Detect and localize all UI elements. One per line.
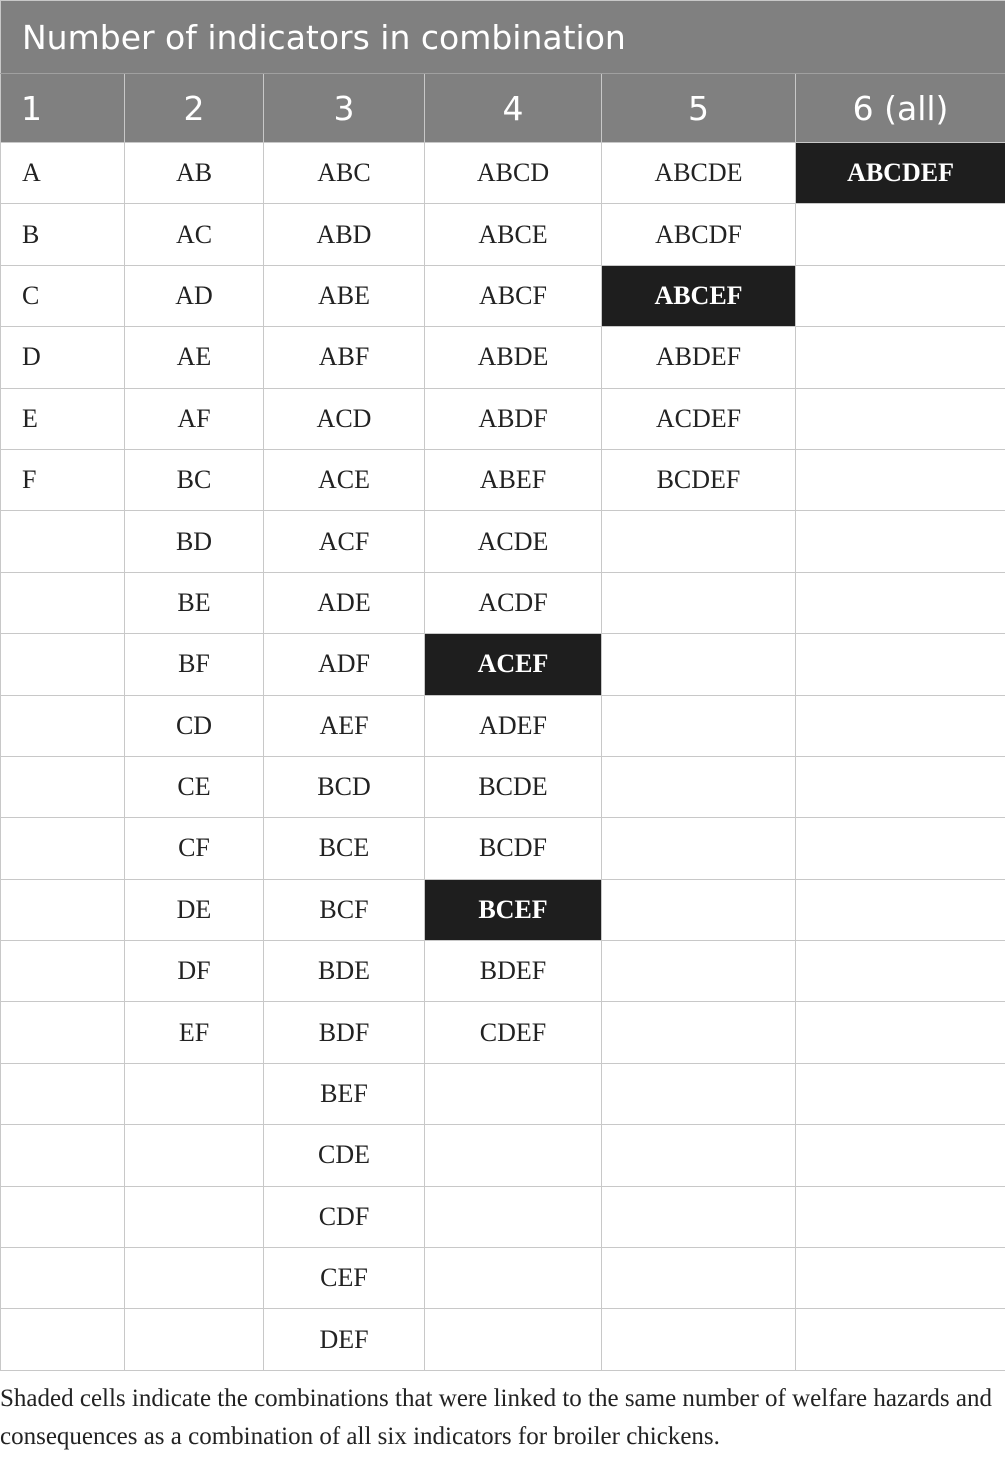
table-cell: F [1, 449, 125, 510]
table-cell: CDEF [425, 1002, 602, 1063]
table-cell: A [1, 143, 125, 204]
table-cell: CDE [264, 1125, 425, 1186]
table-cell: ABCE [425, 204, 602, 265]
table-cell: AD [125, 265, 264, 326]
table-row [1, 511, 1005, 572]
table-cell: DEF [264, 1309, 425, 1370]
table-cell: ABC [264, 143, 425, 204]
table-cell: ABE [264, 265, 425, 326]
table-cell [796, 818, 1005, 879]
table-cell [796, 1248, 1005, 1309]
column-header-3: 3 [264, 74, 425, 143]
table-row [1, 1248, 1005, 1309]
table-cell [602, 695, 796, 756]
table-cell: DE [125, 879, 264, 940]
table-cell: ABD [264, 204, 425, 265]
table-cell [796, 1063, 1005, 1124]
table-row [1, 1309, 1005, 1370]
table-row [1, 265, 1005, 326]
table-cell: BCD [264, 756, 425, 817]
table-cell: ABCDE [602, 143, 796, 204]
table-cell [602, 1309, 796, 1370]
table-cell: BCDEF [602, 449, 796, 510]
table-cell [602, 879, 796, 940]
table-cell: ABDE [425, 327, 602, 388]
table-cell [1, 1063, 125, 1124]
table-cell [796, 511, 1005, 572]
table-cell: D [1, 327, 125, 388]
table-cell [125, 1063, 264, 1124]
table-cell: ABEF [425, 449, 602, 510]
column-header-2: 2 [125, 74, 264, 143]
table-cell [796, 695, 1005, 756]
table-cell: C [1, 265, 125, 326]
table-cell [602, 634, 796, 695]
table-cell: ACDE [425, 511, 602, 572]
table-cell: BF [125, 634, 264, 695]
table-cell: ADEF [425, 695, 602, 756]
table-cell: CEF [264, 1248, 425, 1309]
table-cell: EF [125, 1002, 264, 1063]
table-cell [1, 1309, 125, 1370]
table-cell [796, 327, 1005, 388]
column-header-4: 4 [425, 74, 602, 143]
table-row [1, 1186, 1005, 1247]
table-cell [602, 1002, 796, 1063]
table-cell [796, 756, 1005, 817]
table-row [1, 634, 1005, 695]
table-body [1, 143, 1005, 1371]
table-cell [1, 941, 125, 1002]
header-row [1, 74, 1005, 143]
table-cell [796, 265, 1005, 326]
table-cell [1, 879, 125, 940]
table-row [1, 388, 1005, 449]
table-cell: AEF [264, 695, 425, 756]
table-row [1, 756, 1005, 817]
table-cell [1, 818, 125, 879]
table-row [1, 695, 1005, 756]
table-cell [125, 1248, 264, 1309]
title-row [1, 1, 1005, 74]
table-cell: BDF [264, 1002, 425, 1063]
shaded-cell: ABCDEF [796, 143, 1005, 204]
shaded-cell: BCEF [425, 879, 602, 940]
table-row [1, 449, 1005, 510]
table-cell [602, 511, 796, 572]
table-row [1, 1125, 1005, 1186]
table-cell: BCDE [425, 756, 602, 817]
table-cell [796, 449, 1005, 510]
table-cell [1, 1002, 125, 1063]
table-row [1, 204, 1005, 265]
table-row [1, 143, 1005, 204]
table-cell [602, 1125, 796, 1186]
table-cell: ABCF [425, 265, 602, 326]
column-header-1: 1 [1, 74, 125, 143]
table-cell: BD [125, 511, 264, 572]
table-cell: AE [125, 327, 264, 388]
table-cell [602, 1063, 796, 1124]
table-cell [796, 1309, 1005, 1370]
table-cell: E [1, 388, 125, 449]
table-cell: ABCD [425, 143, 602, 204]
table-cell: DF [125, 941, 264, 1002]
table-cell: ABF [264, 327, 425, 388]
table-cell: CE [125, 756, 264, 817]
table-cell [796, 879, 1005, 940]
table-cell [602, 1248, 796, 1309]
table-cell [1, 511, 125, 572]
table-cell: AB [125, 143, 264, 204]
table-cell: CD [125, 695, 264, 756]
table-cell [1, 756, 125, 817]
table-cell [796, 941, 1005, 1002]
column-header-6: 6 (all) [796, 74, 1005, 143]
table-cell [425, 1063, 602, 1124]
table-cell: CDF [264, 1186, 425, 1247]
table-cell [602, 941, 796, 1002]
table-cell [125, 1309, 264, 1370]
table-cell [796, 388, 1005, 449]
table-cell [1, 1248, 125, 1309]
table-cell [796, 1002, 1005, 1063]
table-cell: BDE [264, 941, 425, 1002]
table-cell [1, 1186, 125, 1247]
table-cell [602, 756, 796, 817]
table-cell: ADF [264, 634, 425, 695]
table-row [1, 818, 1005, 879]
table-cell [796, 204, 1005, 265]
table-cell: ABCDF [602, 204, 796, 265]
table-cell: ABDEF [602, 327, 796, 388]
table-cell [125, 1186, 264, 1247]
column-header-5: 5 [602, 74, 796, 143]
table-cell: ABDF [425, 388, 602, 449]
table-cell: BC [125, 449, 264, 510]
table-cell: ACF [264, 511, 425, 572]
shaded-cell: ABCEF [602, 265, 796, 326]
table-cell [602, 818, 796, 879]
table-cell [1, 572, 125, 633]
table-cell: B [1, 204, 125, 265]
shaded-cell: ACEF [425, 634, 602, 695]
table-cell [125, 1125, 264, 1186]
table-row [1, 1002, 1005, 1063]
table-row [1, 941, 1005, 1002]
table-cell [425, 1186, 602, 1247]
table-cell [425, 1248, 602, 1309]
table-cell [796, 1125, 1005, 1186]
table-cell [425, 1309, 602, 1370]
table-cell: BE [125, 572, 264, 633]
table-cell [796, 1186, 1005, 1247]
table-cell: CF [125, 818, 264, 879]
table-cell: ACDF [425, 572, 602, 633]
table-title: Number of indicators in combination [1, 1, 1005, 74]
table-cell [1, 1125, 125, 1186]
table-cell [425, 1125, 602, 1186]
table-footnote: Shaded cells indicate the combinations that were linked to the same number of welfare hazards and consequences as a combination of all six indicators for broiler chickens. [0, 1385, 993, 1450]
table-cell [796, 572, 1005, 633]
table-cell [602, 1186, 796, 1247]
table-row [1, 879, 1005, 940]
table-cell [1, 634, 125, 695]
table-cell: ACE [264, 449, 425, 510]
table-row [1, 572, 1005, 633]
table-cell [602, 572, 796, 633]
table-cell: AC [125, 204, 264, 265]
table-cell: ADE [264, 572, 425, 633]
table-cell: BDEF [425, 941, 602, 1002]
table-cell: ACDEF [602, 388, 796, 449]
table-cell: BEF [264, 1063, 425, 1124]
table-cell [1, 695, 125, 756]
table-cell [796, 634, 1005, 695]
table-cell: BCF [264, 879, 425, 940]
table-cell: ACD [264, 388, 425, 449]
table-cell: BCE [264, 818, 425, 879]
table-cell: BCDF [425, 818, 602, 879]
table-row [1, 327, 1005, 388]
table-cell: AF [125, 388, 264, 449]
table-row [1, 1063, 1005, 1124]
